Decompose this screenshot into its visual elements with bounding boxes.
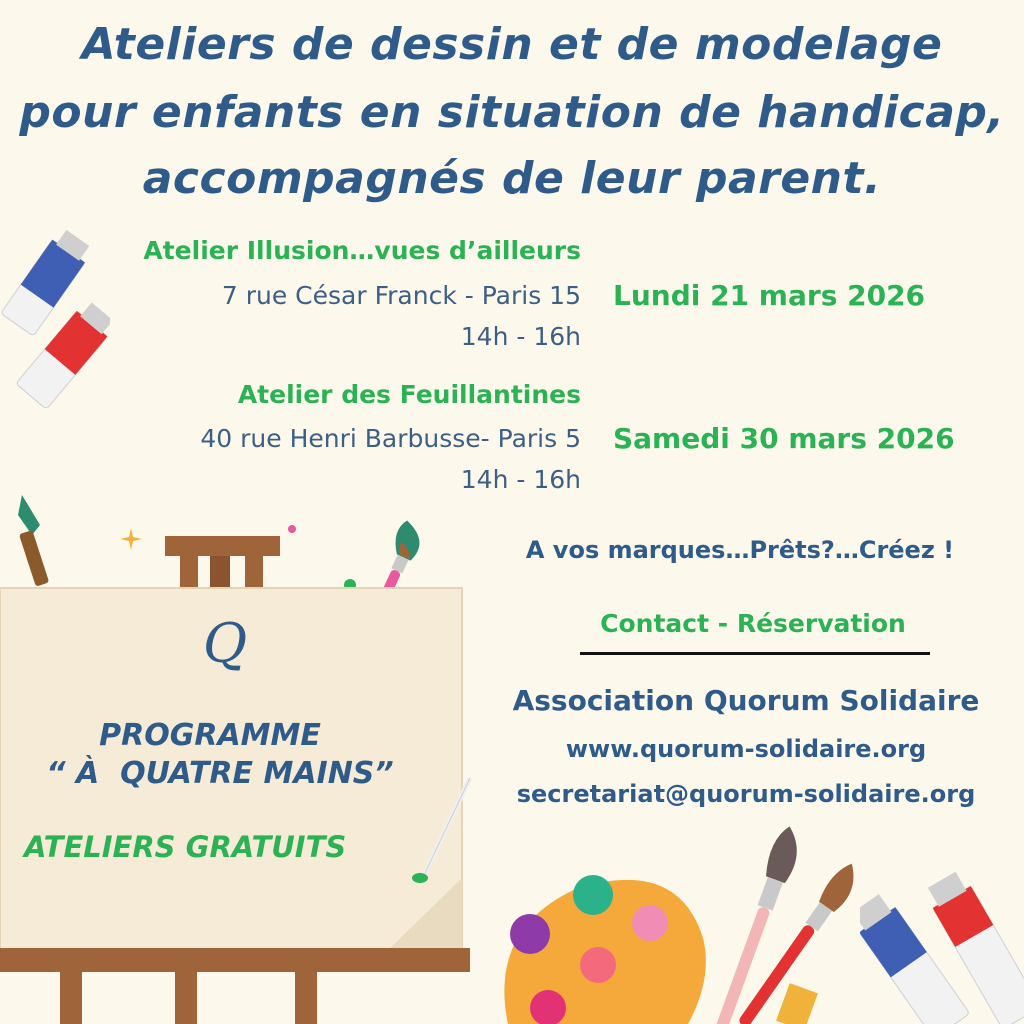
event-2-hours: 14h - 16h (460, 465, 581, 494)
website-link[interactable]: www.quorum-solidaire.org (565, 735, 927, 763)
email-link[interactable]: secretariat@quorum-solidaire.org (516, 780, 976, 808)
event-2-date: Samedi 30 mars 2026 (613, 422, 955, 455)
association-name: Association Quorum Solidaire (512, 684, 980, 717)
event-1-hours: 14h - 16h (460, 322, 581, 351)
title-line-3: accompagnés de leur parent. (142, 153, 882, 204)
program-title: PROGRAMME (99, 718, 321, 753)
event-1-date: Lundi 21 mars 2026 (613, 279, 926, 312)
contact-heading: Contact - Réservation (600, 609, 906, 638)
paintbrush-icon (700, 822, 860, 1024)
tagline: A vos marques…Prêts?…Créez ! (525, 536, 955, 564)
event-2-address: 40 rue Henri Barbusse- Paris 5 (200, 424, 581, 453)
palette-icon (488, 868, 728, 1024)
event-2-name: Atelier des Feuillantines (237, 380, 581, 409)
program-subtitle: “ À QUATRE MAINS” (46, 756, 394, 791)
title-line-2: pour enfants en situation de handicap, (19, 87, 1005, 138)
title-line-1: Ateliers de dessin et de modelage (81, 19, 943, 70)
contact-divider (580, 652, 930, 655)
event-1-address: 7 rue César Franck - Paris 15 (221, 281, 581, 310)
event-1-name: Atelier Illusion…vues d’ailleurs (143, 236, 581, 265)
paint-tube-icon (860, 870, 1024, 1024)
paint-tube-icon (0, 222, 110, 412)
logo-q: Q (202, 612, 248, 675)
free-workshops: ATELIERS GRATUITS (24, 830, 347, 864)
